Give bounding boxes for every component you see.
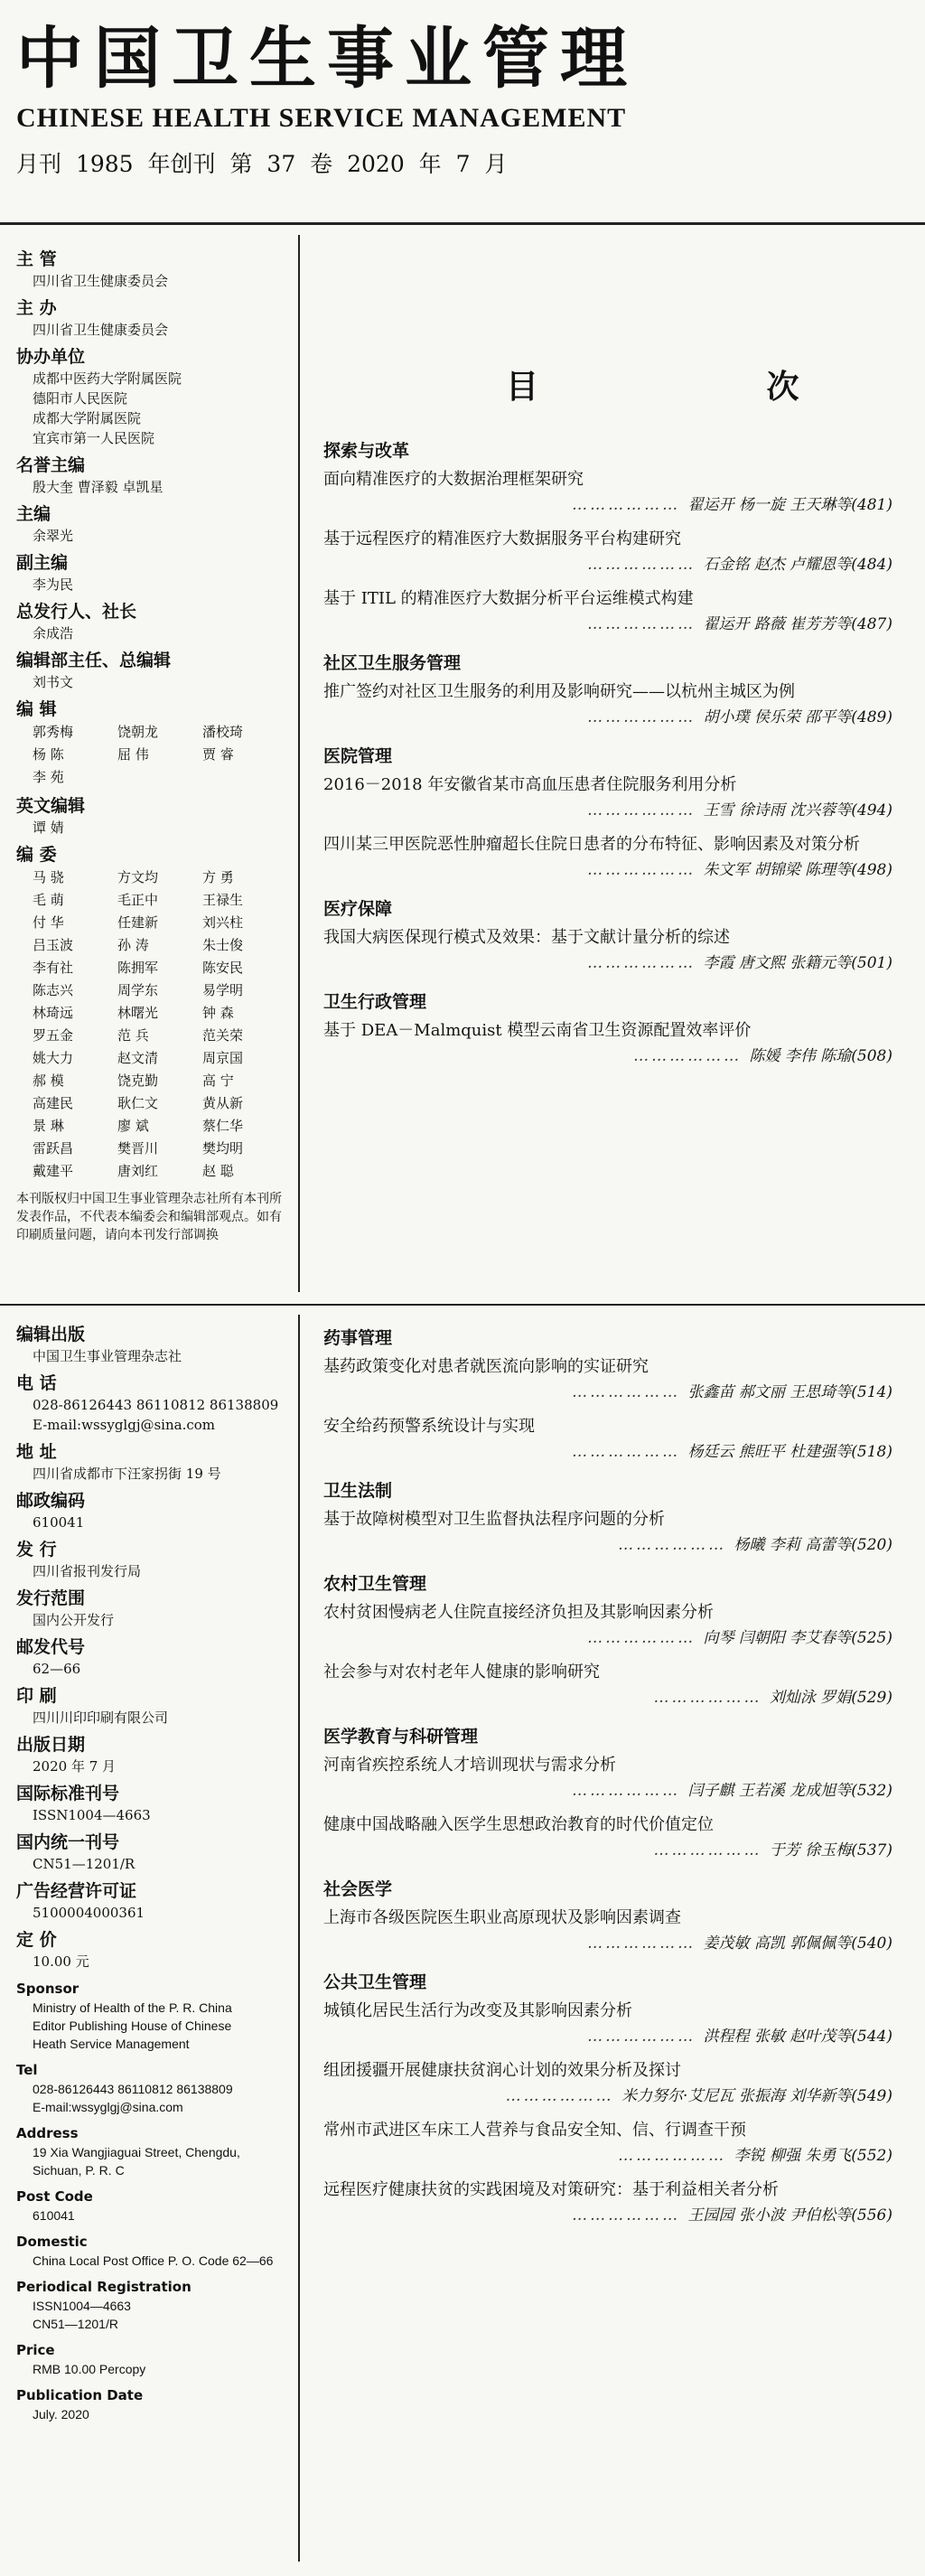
publication-info-block	[16, 1440, 287, 1484]
publication-info-label: 出版日期	[16, 1735, 86, 1755]
committee-member: 易学明	[202, 982, 244, 998]
masthead-rule	[0, 222, 925, 225]
publication-info-value: CN51—1201/R	[33, 1856, 135, 1872]
publication-info-en-label: Address	[16, 2125, 79, 2141]
committee-member: 饶克勤	[117, 1073, 159, 1089]
toc-section-heading: 药事管理	[323, 1328, 393, 1348]
leader-dots: ………………	[587, 1629, 704, 1647]
authors-page: 翟运开 路薇 崔芳芳等(487)	[703, 615, 892, 633]
committee-list	[16, 866, 287, 1183]
journal-title-en: CHINESE HEALTH SERVICE MANAGEMENT	[16, 103, 627, 133]
leader-dots: ………………	[653, 1689, 770, 1707]
toc-section-heading: 医学教育与科研管理	[323, 1727, 479, 1747]
publication-info-value: ISSN1004—4663	[33, 1807, 151, 1823]
toc-entry	[323, 1414, 892, 1465]
masthead-info-value: 刘书文	[33, 674, 74, 690]
masthead-info-label: 名誉主编	[16, 455, 86, 475]
article-title: 河南省疾控系统人才培训现状与需求分析	[323, 1756, 616, 1775]
committee-member: 吕玉波	[33, 937, 74, 953]
publication-info-en-label: Sponsor	[16, 1981, 79, 1997]
article-authors	[323, 2143, 892, 2169]
authors-page: 杨曦 李莉 高蕾等(520)	[733, 1536, 892, 1554]
committee-member: 姚大力	[33, 1050, 74, 1066]
masthead-info-value: 余翠光	[33, 528, 74, 544]
committee-member: 高 宁	[202, 1073, 234, 1089]
toc-entry	[323, 1753, 892, 1803]
publication-info-value: 中国卫生事业管理杂志社	[33, 1348, 182, 1364]
publication-info-block	[16, 1587, 287, 1630]
committee-label: 编 委	[16, 845, 57, 865]
article-authors	[323, 552, 892, 577]
editor-name: 屈 伟	[117, 746, 149, 763]
committee-member: 景 琳	[33, 1118, 64, 1134]
publication-info-value: 5100004000361	[33, 1905, 145, 1921]
publication-info-block	[16, 1372, 287, 1435]
committee-member: 樊晋川	[117, 1140, 159, 1157]
publication-info-block	[16, 1684, 287, 1728]
toc-entry	[323, 1018, 892, 1069]
publication-info-block	[16, 1733, 287, 1776]
committee-member: 罗五金	[33, 1027, 74, 1044]
committee-member: 陈拥军	[117, 960, 159, 976]
committee-member: 刘兴柱	[202, 914, 244, 931]
committee-member: 赵 聪	[202, 1163, 234, 1179]
issue-line: 月刊 1985 年创刊 第 37 卷 2020 年 7 月	[16, 151, 508, 177]
article-authors	[323, 705, 892, 730]
leader-dots: ………………	[618, 1536, 734, 1554]
article-title: 农村贫困慢病老人住院直接经济负担及其影响因素分析	[323, 1603, 714, 1622]
article-authors	[323, 1838, 892, 1863]
publication-info-value: 2020 年 7 月	[33, 1758, 117, 1775]
publication-info-value: 028-86126443 86110812 86138809 E-mail:wssyglgj@sina.com	[33, 1397, 279, 1433]
committee-member: 方 勇	[202, 869, 234, 885]
publication-info-en-block	[16, 2232, 287, 2270]
authors-page: 姜茂敏 高凯 郭佩佩等(540)	[703, 1934, 892, 1953]
publication-info-label: 地 址	[16, 1442, 57, 1462]
toc-entry	[323, 1354, 892, 1405]
publication-info-en-block	[16, 2277, 287, 2333]
masthead-info-block	[16, 248, 287, 291]
masthead-info-block	[16, 296, 287, 340]
masthead-info-block	[16, 551, 287, 595]
publication-info-label: 国际标准刊号	[16, 1784, 120, 1803]
publication-info-block	[16, 1538, 287, 1581]
toc-section-heading: 探索与改革	[323, 441, 410, 461]
publication-info-en-value: RMB 10.00 Percopy	[33, 2362, 146, 2376]
publication-info-en-label: Post Code	[16, 2188, 93, 2205]
authors-page: 李霞 唐文熙 张籍元等(501)	[703, 954, 892, 972]
masthead-info-label: 编辑部主任、总编辑	[16, 651, 172, 670]
toc-entry	[323, 773, 892, 823]
leader-dots: ………………	[587, 801, 704, 820]
authors-page: 刘灿泳 罗娟(529)	[769, 1689, 892, 1707]
authors-page: 杨廷云 熊旺平 杜建强等(518)	[687, 1443, 892, 1461]
toc-section-heading: 卫生法制	[323, 1481, 393, 1501]
publication-info-block	[16, 1879, 287, 1923]
masthead-info-value: 四川省卫生健康委员会	[33, 273, 169, 289]
toc-entry	[323, 2118, 892, 2169]
authors-page: 洪程程 张敏 赵叶茂等(544)	[703, 2028, 892, 2046]
publication-info-label: 国内统一刊号	[16, 1832, 120, 1852]
leader-dots: ………………	[572, 496, 688, 514]
editors-list	[16, 721, 287, 789]
toc-section-heading: 公共卫生管理	[323, 1972, 427, 1992]
contents-heading: 目 次	[506, 369, 908, 406]
publication-info-label: 发行范围	[16, 1588, 86, 1608]
authors-page: 陈媛 李伟 陈瑜(508)	[749, 1047, 892, 1065]
committee-member: 周京国	[202, 1050, 244, 1066]
masthead-info-block	[16, 454, 287, 497]
editor-name: 郭秀梅	[33, 724, 74, 740]
committee-member: 范 兵	[117, 1027, 149, 1044]
publication-info-en-block	[16, 2187, 287, 2225]
authors-page: 于芳 徐玉梅(537)	[769, 1841, 892, 1859]
committee-member: 林琦远	[33, 1005, 74, 1021]
publication-info-label: 定 价	[16, 1930, 57, 1950]
leader-dots: ………………	[587, 861, 704, 879]
committee-member: 赵文清	[117, 1050, 159, 1066]
publication-info-en-value: 028-86126443 86110812 86138809 E-mail:wssyglgj@sina.com	[33, 2082, 233, 2114]
article-title: 面向精准医疗的大数据治理框架研究	[323, 470, 584, 489]
publication-info-label: 编辑出版	[16, 1325, 86, 1344]
committee-member: 王禄生	[202, 892, 244, 908]
publication-info-block	[16, 1635, 287, 1679]
leader-dots: ………………	[572, 2206, 688, 2225]
publication-info-value: 62—66	[33, 1661, 81, 1677]
authors-page: 朱文军 胡锦梁 陈理等(498)	[703, 861, 892, 879]
sidebar-bottom	[16, 1317, 287, 2427]
committee-member: 林曙光	[117, 1005, 159, 1021]
editor-name: 贾 睿	[202, 746, 234, 763]
publication-info-value: 四川省成都市下汪家拐街 19 号	[33, 1466, 221, 1482]
masthead-info-block	[16, 345, 287, 448]
authors-page: 胡小璞 侯乐荣 邵平等(489)	[703, 708, 892, 726]
article-title: 四川某三甲医院恶性肿瘤超长住院日患者的分布特征、影响因素及对策分析	[323, 835, 860, 854]
masthead-info-label: 协办单位	[16, 347, 86, 367]
toc-entry	[323, 1600, 892, 1651]
masthead-info-value: 李为民	[33, 576, 74, 593]
publication-info-en-block	[16, 2060, 287, 2116]
toc-entry	[323, 586, 892, 637]
publication-info-en-block	[16, 2385, 287, 2423]
publication-info-en-label: Price	[16, 2342, 55, 2358]
publication-info-block	[16, 1782, 287, 1825]
publication-info-en-label: Periodical Registration	[16, 2279, 192, 2295]
publication-info-en-value: 19 Xia Wangjiaguai Street, Chengdu, Sichuan, P. R. C	[33, 2145, 240, 2178]
article-authors	[323, 2024, 892, 2049]
committee-member: 付 华	[33, 914, 64, 931]
masthead-info-value: 余成浩	[33, 625, 74, 642]
journal-title-cn: 中国卫生事业管理	[16, 20, 638, 98]
editor-name: 潘校琦	[202, 724, 244, 740]
authors-page: 石金铭 赵杰 卢耀恩等(484)	[703, 556, 892, 574]
article-title: 基于 DEA－Malmquist 模型云南省卫生资源配置效率评价	[323, 1021, 752, 1040]
publication-info-label: 邮发代号	[16, 1637, 86, 1657]
column-divider-bottom	[298, 1315, 300, 2562]
article-title: 社会参与对农村老年人健康的影响研究	[323, 1663, 600, 1681]
leader-dots: ………………	[653, 1841, 770, 1859]
committee-member: 陈安民	[202, 960, 244, 976]
article-authors	[323, 857, 892, 883]
masthead	[16, 18, 911, 179]
leader-dots: ………………	[587, 2028, 704, 2046]
article-title: 常州市武进区车床工人营养与食品安全知、信、行调查干预	[323, 2121, 746, 2140]
publication-info-en-value: ISSN1004—4663 CN51—1201/R	[33, 2299, 131, 2331]
publication-info-label: 电 话	[16, 1373, 57, 1393]
article-title: 基于远程医疗的精准医疗大数据服务平台构建研究	[323, 529, 681, 548]
column-divider-top	[298, 235, 300, 1292]
publication-info-en-block	[16, 2340, 287, 2378]
toc-section-heading: 农村卫生管理	[323, 1574, 427, 1594]
committee-member: 唐刘红	[117, 1163, 159, 1179]
editor-name: 杨 陈	[33, 746, 64, 763]
masthead-info-block	[16, 649, 287, 692]
masthead-info-label: 主编	[16, 504, 51, 524]
toc-entry	[323, 527, 892, 577]
authors-page: 张鑫苗 郝文丽 王思琦等(514)	[687, 1383, 892, 1401]
publication-info-en-value: July. 2020	[33, 2407, 89, 2421]
editors-label: 编 辑	[16, 699, 57, 719]
publication-info-en-block	[16, 2123, 287, 2179]
article-title: 2016－2018 年安徽省某市高血压患者住院服务利用分析	[323, 775, 737, 794]
toc-section-heading: 社会医学	[323, 1879, 393, 1899]
publication-info-en-label: Tel	[16, 2062, 38, 2078]
authors-page: 向琴 闫朝阳 李艾春等(525)	[703, 1629, 892, 1647]
sidebar-top	[16, 242, 287, 1244]
committee-member: 耿仁文	[117, 1095, 159, 1111]
publication-info-label: 邮政编码	[16, 1491, 86, 1511]
section-separator	[0, 1304, 925, 1306]
toc-section-heading: 卫生行政管理	[323, 992, 427, 1012]
masthead-info-label: 主 办	[16, 298, 57, 318]
committee-member: 雷跃昌	[33, 1140, 74, 1157]
article-authors	[323, 1532, 892, 1558]
leader-dots: ………………	[587, 708, 704, 726]
committee-member: 方文均	[117, 869, 159, 885]
leader-dots: ………………	[587, 615, 704, 633]
committee-member: 朱士俊	[202, 937, 244, 953]
toc-entry	[323, 1507, 892, 1558]
committee-member: 毛 萌	[33, 892, 64, 908]
authors-page: 翟运开 杨一旋 王天琳等(481)	[687, 496, 892, 514]
article-authors	[323, 1625, 892, 1651]
toc-section-heading: 医疗保障	[323, 899, 393, 919]
masthead-info-label: 副主编	[16, 553, 69, 573]
toc-section-heading: 医院管理	[323, 746, 393, 766]
leader-dots: ………………	[587, 1934, 704, 1953]
copyright-note: 本刊版权归中国卫生事业管理杂志社所有本刊所发表作品，不代表本编委会和编辑部观点。如有印刷质量问题，请向本刊发行部调换	[16, 1192, 282, 1242]
publication-info-label: 印 刷	[16, 1686, 57, 1706]
toc-bottom	[323, 1312, 892, 2237]
toc-entry	[323, 679, 892, 730]
committee-member: 樊均明	[202, 1140, 244, 1157]
publication-info-en-value: Ministry of Health of the P. R. China Editor Publishing House of Chinese Heath Service Management	[33, 2000, 232, 2051]
leader-dots: ………………	[572, 1782, 688, 1800]
leader-dots: ………………	[587, 954, 704, 972]
publication-info-block	[16, 1323, 287, 1366]
editor-name: 李 苑	[33, 769, 64, 785]
toc-entry	[323, 2178, 892, 2228]
toc-entry	[323, 467, 892, 518]
publication-info-en-value: China Local Post Office P. O. Code 62—66	[33, 2253, 274, 2268]
article-authors	[323, 798, 892, 823]
publication-info-en-block	[16, 1979, 287, 2053]
committee-member: 黄从新	[202, 1095, 244, 1111]
english-editor: 谭 婧	[33, 820, 64, 836]
masthead-info-value: 四川省卫生健康委员会	[33, 322, 169, 338]
toc-entry	[323, 1660, 892, 1710]
article-title: 基于故障树模型对卫生监督执法程序问题的分析	[323, 1510, 665, 1529]
authors-page: 闫子麒 王若溪 龙成旭等(532)	[687, 1782, 892, 1800]
masthead-info-value: 殷大奎 曹泽毅 卓凯星	[33, 479, 164, 495]
committee-member: 孙 涛	[117, 937, 149, 953]
masthead-info-value: 成都中医药大学附属医院 德阳市人民医院 成都大学附属医院 宜宾市第一人民医院	[33, 370, 182, 446]
committee-member: 毛正中	[117, 892, 159, 908]
publication-info-en-label: Publication Date	[16, 2387, 144, 2403]
publication-info-value: 四川省报刊发行局	[33, 1563, 142, 1579]
publication-info-label: 发 行	[16, 1540, 57, 1560]
article-title: 远程医疗健康扶贫的实践困境及对策研究：基于利益相关者分析	[323, 2180, 779, 2199]
publication-info-en-value: 610041	[33, 2208, 75, 2223]
article-title: 基于 ITIL 的精准医疗大数据分析平台运维模式构建	[323, 589, 694, 608]
committee-member: 钟 森	[202, 1005, 234, 1021]
publication-info-label: 广告经营许可证	[16, 1881, 137, 1901]
toc-entry	[323, 1813, 892, 1863]
leader-dots: ………………	[572, 1383, 688, 1401]
committee-member: 任建新	[117, 914, 159, 931]
committee-member: 高建民	[33, 1095, 74, 1111]
article-title: 推广签约对社区卫生服务的利用及影响研究——以杭州主城区为例	[323, 682, 795, 701]
committee-member: 廖 斌	[117, 1118, 149, 1134]
leader-dots: ………………	[505, 2087, 622, 2105]
masthead-info-label: 总发行人、社长	[16, 602, 137, 622]
toc-entry	[323, 1906, 892, 1956]
committee-member: 范关荣	[202, 1027, 244, 1044]
article-authors	[323, 2203, 892, 2228]
leader-dots: ………………	[587, 556, 704, 574]
masthead-info-label: 主 管	[16, 249, 57, 269]
article-authors	[323, 1439, 892, 1465]
publication-info-en-label: Domestic	[16, 2234, 88, 2250]
committee-member: 蔡仁华	[202, 1118, 244, 1134]
toc-entry	[323, 925, 892, 976]
publication-info-value: 10.00 元	[33, 1953, 89, 1970]
toc-section-heading: 社区卫生服务管理	[323, 653, 462, 673]
article-authors	[323, 1931, 892, 1956]
authors-page: 李锐 柳强 朱勇飞(552)	[733, 2147, 892, 2165]
masthead-info-block	[16, 600, 287, 643]
publication-info-value: 610041	[33, 1514, 85, 1531]
article-authors	[323, 2084, 892, 2109]
authors-page: 王雪 徐诗雨 沈兴蓉等(494)	[703, 801, 892, 820]
article-authors	[323, 1380, 892, 1405]
article-authors	[323, 1044, 892, 1069]
committee-member: 郝 模	[33, 1073, 64, 1089]
editor-name: 饶朝龙	[117, 724, 159, 740]
article-title: 基药政策变化对患者就医流向影响的实证研究	[323, 1357, 649, 1376]
toc-entry	[323, 2058, 892, 2109]
publication-info-value: 国内公开发行	[33, 1612, 115, 1628]
authors-page: 王园园 张小波 尹伯松等(556)	[687, 2206, 892, 2225]
toc-entry	[323, 832, 892, 883]
english-editor-label: 英文编辑	[16, 796, 86, 816]
article-authors	[323, 951, 892, 976]
article-authors	[323, 1685, 892, 1710]
article-title: 组团援疆开展健康扶贫润心计划的效果分析及探讨	[323, 2061, 681, 2080]
article-authors	[323, 612, 892, 637]
article-title: 我国大病医保现行模式及效果：基于文献计量分析的综述	[323, 928, 730, 947]
leader-dots: ………………	[572, 1443, 688, 1461]
article-title: 安全给药预警系统设计与实现	[323, 1417, 535, 1436]
article-title: 城镇化居民生活行为改变及其影响因素分析	[323, 2001, 632, 2020]
leader-dots: ………………	[618, 2147, 734, 2165]
publication-info-block	[16, 1831, 287, 1874]
article-title: 健康中国战略融入医学生思想政治教育的时代价值定位	[323, 1815, 714, 1834]
article-authors	[323, 492, 892, 518]
publication-info-value: 四川川印印刷有限公司	[33, 1710, 169, 1726]
authors-page: 米力努尔·艾尼瓦 张振海 刘华新等(549)	[621, 2087, 892, 2105]
toc-entry	[323, 1999, 892, 2049]
toc-top	[323, 425, 892, 1078]
article-authors	[323, 1778, 892, 1803]
publication-info-block	[16, 1928, 287, 1972]
masthead-info-block	[16, 502, 287, 546]
committee-member: 周学东	[117, 982, 159, 998]
article-title: 上海市各级医院医生职业高原现状及影响因素调查	[323, 1908, 681, 1927]
committee-member: 陈志兴	[33, 982, 74, 998]
committee-member: 李有社	[33, 960, 74, 976]
committee-member: 马 骁	[33, 869, 64, 885]
leader-dots: ………………	[633, 1047, 750, 1065]
committee-member: 戴建平	[33, 1163, 74, 1179]
publication-info-block	[16, 1489, 287, 1532]
